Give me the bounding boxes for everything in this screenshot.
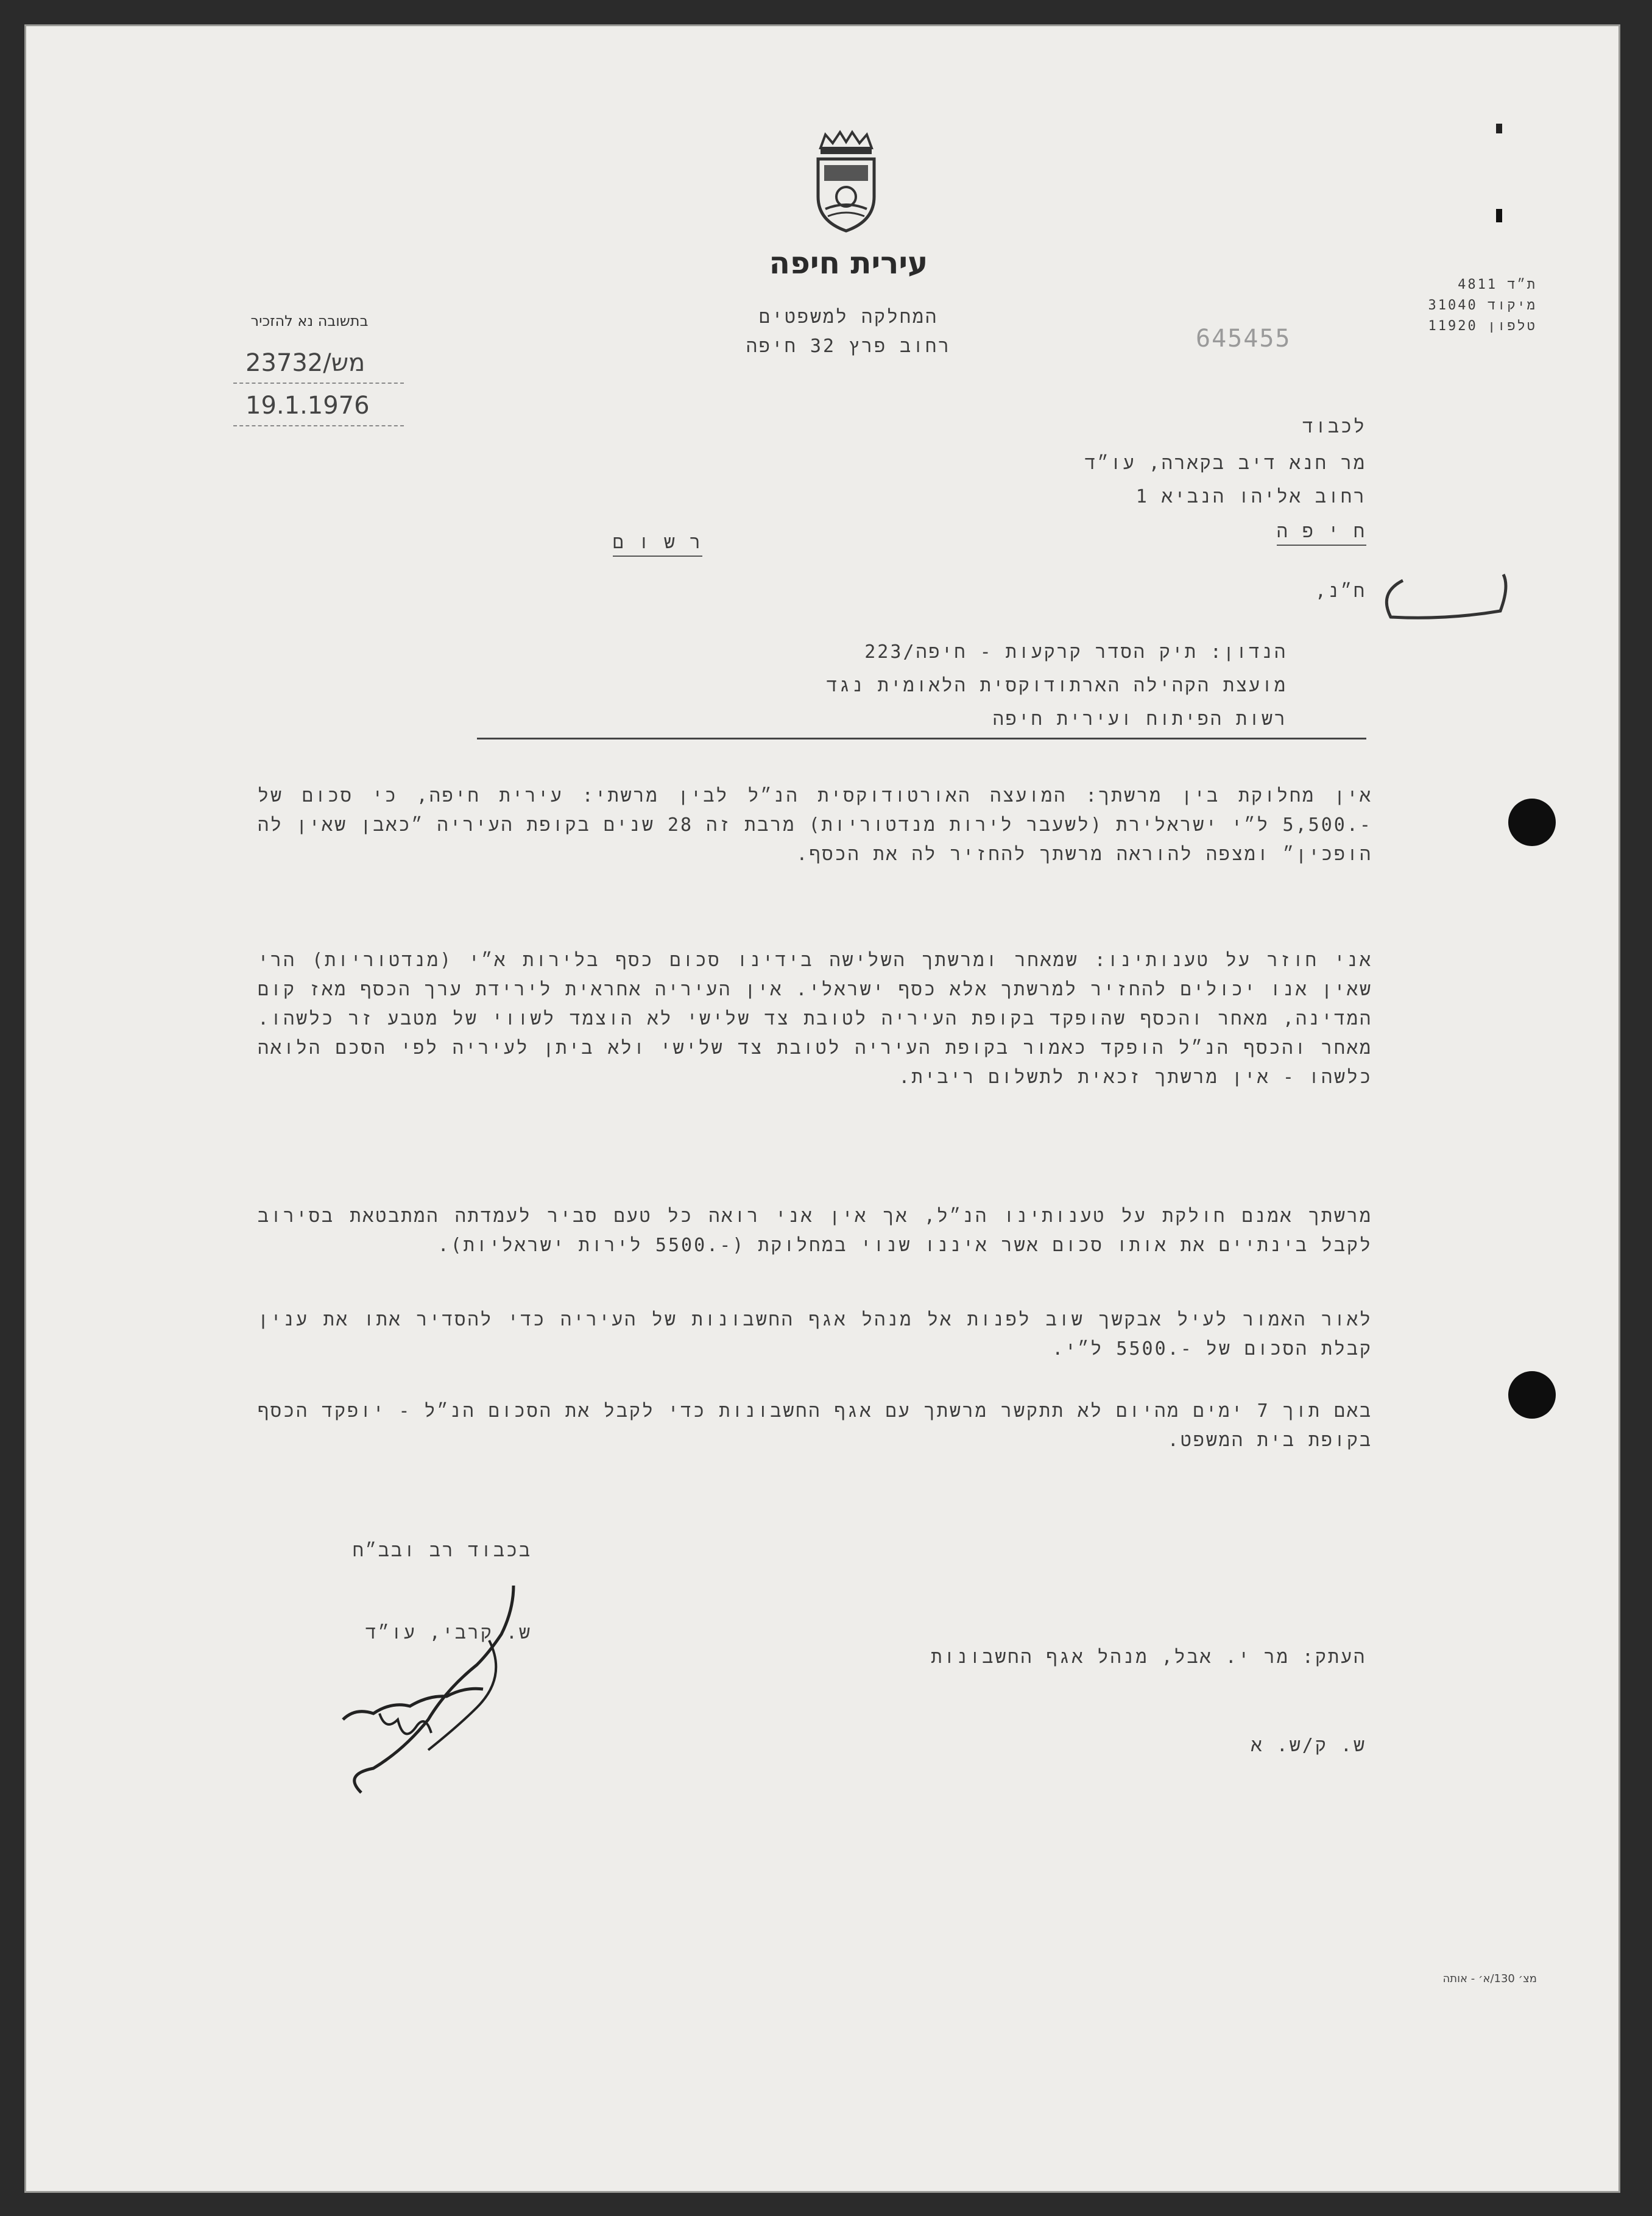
subject-line-2: מועצת הקהילה הארתודוקסית הלאומית נגד [826, 675, 1287, 696]
haifa-crest-emblem [812, 130, 880, 233]
file-number-dashes [233, 383, 404, 384]
recipient-street: רחוב אליהו הנביא 1 [1135, 486, 1366, 507]
recipient-city [757, 521, 1366, 543]
recipient-name: מר חנא דיב בקארה, עו״ד [1084, 453, 1366, 474]
subject-underline [477, 738, 1366, 739]
handwritten-signature [306, 1567, 568, 1823]
subject-line-3: רשות הפיתוח ועירית חיפה [992, 708, 1287, 730]
copy-recipient-line: העתק: מר י. אבל, מנהל אגף החשבונות [931, 1646, 1366, 1668]
postal-line-pobox: ת״ד 4811 [1458, 277, 1537, 292]
closing-regards: בכבוד רב ובב״ח [352, 1540, 532, 1561]
body-paragraph-1: אין מחלוקת בין מרשתך: המועצה האורטודוקסית הנ״ל לבין מרשתי: עירית חיפה, כי סכום של -.5,500 ל״י ישראלירת (לשעבר לירות מנדטוריות) מרבת זה 28 שנים בקופת העיריה ״כאבן שאין לה הופכין״ ומצפה להוראה מרשתך להחזיר לה את הכסף. [258, 785, 1372, 865]
file-number: מש/23732 [245, 349, 365, 377]
department-address: רחוב פרץ 32 חיפה [746, 336, 951, 357]
ink-speck [1496, 209, 1502, 222]
subject-line-1: הנדון: תיק הסדר קרקעות - חיפה/223 [864, 641, 1287, 663]
ink-speck [1496, 124, 1502, 133]
recipient-city-text: ח י פ ה [1277, 521, 1366, 546]
department-name: המחלקה למשפטים [758, 306, 939, 328]
date-dashes [233, 425, 404, 426]
punch-hole-top [1508, 799, 1556, 846]
letter-page [24, 24, 1620, 2193]
letter-date: 19.1.1976 [245, 392, 370, 420]
stamped-number: 645455 [1196, 325, 1291, 353]
body-paragraph-5: באם תוך 7 ימים מהיום לא תתקשר מרשתך עם אגף החשבונות כדי לקבל את הסכום הנ״ל - יופקד הכסף בקופת בית המשפט. [258, 1400, 1373, 1451]
typist-initials: ש. ק/ש. א [1251, 1735, 1366, 1756]
handwritten-bracket-mark [1378, 562, 1519, 629]
greeting: ח״נ, [1315, 580, 1366, 602]
body-paragraph-2: אני חוזר על טענותינו: שמאחר ומרשתך השלישה בידינו סכום כסף בלירות א״י (מנדטוריות) הרי שאין אנו יכולים להחזיר למרשתך אלא כסף ישראלי. אין העיריה אחראית לירידת ערך הכסף מאז קום המדינה, מאחר והכסף שהופקד בקופת העיריה לטובת צד שלישי לא הוצמד לשווי של מטבע זר כלשהו. מאחר והכסף הנ״ל הופקד כאמור בקופת העיריה לטובת צד שלישי ולא ביתן לעיריה לפי הסכם הלואה כלשהו - אין מרשתך זכאית לתשלום ריבית. [258, 950, 1372, 1088]
recipient-salutation: לכבוד [1302, 416, 1366, 437]
postal-line-zipcode: מיקוד 31040 [1428, 298, 1537, 313]
registered-mail-text: ר ש ו ם [613, 532, 702, 557]
body-paragraph-4: לאור האמור לעיל אבקשך שוב לפנות אל מנהל אגף החשבונות של העיריה כדי להסדיר אתו את ענין קבלת הסכום של -.5500 ל״י. [258, 1309, 1372, 1360]
punch-hole-bottom [1508, 1371, 1556, 1419]
signer-name: ש. קרבי, עו״ד [365, 1622, 532, 1643]
body-paragraph-3: מרשתך אמנם חולקת על טענותינו הנ״ל, אך אין אני רואה כל טעם סביר לעמדתה המתבטאת בסירוב לקבל בינתיים את אותו סכום אשר איננו שנוי במחלוקת (-.5500 לירות ישראליות). [258, 1205, 1372, 1256]
city-name: עירית חיפה [769, 245, 928, 281]
form-print-code: מצ׳ 130/א׳ - אותה [1442, 1972, 1537, 1985]
postal-line-phone: טלפון 11920 [1428, 319, 1537, 334]
reply-reference-note: בתשובה נא להזכיר [250, 312, 369, 330]
registered-mail-mark [526, 532, 702, 554]
